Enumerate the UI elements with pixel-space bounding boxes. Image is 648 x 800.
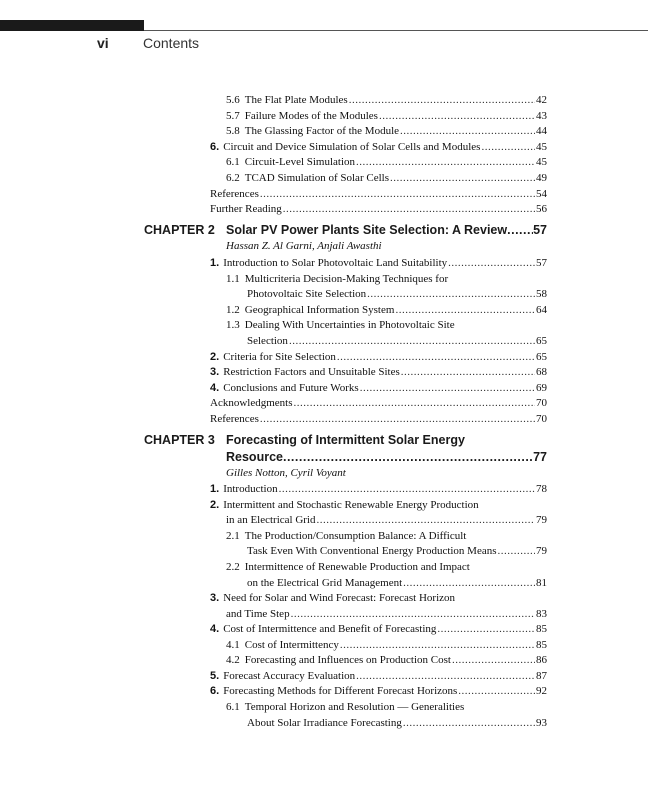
toc-page: 44 bbox=[536, 125, 547, 137]
toc-entry[interactable] bbox=[210, 622, 547, 636]
toc-entry-title: Forecasting and Influences on Production Cost bbox=[244, 654, 451, 666]
toc-section-number: 4.2 bbox=[226, 654, 240, 666]
toc-section-number: 6. bbox=[210, 141, 220, 153]
toc-leader bbox=[367, 287, 535, 301]
toc-page: 58 bbox=[536, 288, 547, 300]
toc-page: 43 bbox=[536, 110, 547, 122]
toc-page: 45 bbox=[536, 141, 547, 153]
toc-entry-title-cont: on the Electrical Grid Management bbox=[247, 577, 403, 589]
toc-entry[interactable] bbox=[210, 350, 547, 364]
toc-page: 78 bbox=[536, 483, 547, 495]
toc-section-number: 4. bbox=[210, 382, 220, 394]
toc-entry-title: References bbox=[210, 188, 259, 200]
chapter-title-text: Solar PV Power Plants Site Selection: A Review bbox=[226, 223, 508, 237]
toc-entry-title: References bbox=[210, 413, 259, 425]
toc-entry[interactable] bbox=[210, 684, 547, 698]
chapter-authors: Gilles Notton, Cyril Voyant bbox=[226, 467, 346, 479]
toc-page: 79 bbox=[536, 514, 547, 526]
chapter-title-line1[interactable] bbox=[226, 433, 547, 447]
toc-page: 57 bbox=[536, 257, 547, 269]
toc-entry[interactable] bbox=[226, 93, 547, 107]
toc-leader bbox=[260, 412, 535, 426]
toc-entry-title: Introduction to Solar Photovoltaic Land Suitability bbox=[223, 257, 448, 269]
toc-section-number: 5.7 bbox=[226, 110, 240, 122]
toc-leader bbox=[507, 223, 533, 237]
toc-page: 85 bbox=[536, 623, 547, 635]
toc-entry-title: Circuit and Device Simulation of Solar Cells and Modules bbox=[223, 141, 481, 153]
toc-leader bbox=[458, 684, 535, 698]
toc-entry-title: Restriction Factors and Unsuitable Sites bbox=[223, 366, 400, 378]
toc-leader bbox=[283, 202, 535, 216]
page-number: vi bbox=[97, 35, 109, 51]
toc-entry[interactable] bbox=[226, 653, 547, 667]
toc-entry-title: Temporal Horizon and Resolution — Generalities bbox=[244, 701, 465, 713]
toc-section-number: 2. bbox=[210, 351, 220, 363]
toc-entry[interactable] bbox=[226, 513, 547, 527]
toc-entry-title-cont: in an Electrical Grid bbox=[226, 514, 316, 526]
chapter-page: 77 bbox=[533, 450, 547, 464]
toc-leader bbox=[293, 396, 535, 410]
toc-entry-first-line[interactable] bbox=[226, 529, 466, 543]
toc-entry-title: Conclusions and Future Works bbox=[223, 382, 359, 394]
toc-page: 68 bbox=[536, 366, 547, 378]
toc-entry-title: Criteria for Site Selection bbox=[223, 351, 336, 363]
toc-leader bbox=[379, 109, 535, 123]
toc-leader bbox=[437, 622, 535, 636]
toc-entry-title: Cost of Intermittency bbox=[244, 639, 339, 651]
toc-leader bbox=[498, 544, 535, 558]
toc-entry-first-line[interactable] bbox=[226, 272, 448, 286]
chapter-title-text-cont: Resource bbox=[226, 450, 283, 464]
chapter-page: 57 bbox=[533, 223, 547, 237]
toc-entry-title-cont: Task Even With Conventional Energy Production Means bbox=[247, 545, 497, 557]
toc-entry-title: Forecasting Methods for Different Forecast Horizons bbox=[223, 685, 458, 697]
toc-leader bbox=[481, 140, 535, 154]
toc-leader bbox=[356, 155, 535, 169]
toc-entry-title: Need for Solar and Wind Forecast: Forecast Horizon bbox=[223, 592, 456, 604]
toc-entry-title-cont: Selection bbox=[247, 335, 288, 347]
toc-leader bbox=[403, 576, 535, 590]
toc-leader bbox=[401, 365, 535, 379]
toc-section-number: 6.1 bbox=[226, 156, 240, 168]
toc-entry-title: The Flat Plate Modules bbox=[244, 94, 348, 106]
toc-section-number: 2.2 bbox=[226, 561, 240, 573]
toc-entry[interactable] bbox=[226, 638, 547, 652]
toc-entry-title: TCAD Simulation of Solar Cells bbox=[244, 172, 389, 184]
toc-page: 93 bbox=[536, 717, 547, 729]
toc-leader bbox=[452, 653, 535, 667]
toc-entry-title: The Glassing Factor of the Module bbox=[244, 125, 400, 137]
toc-page: 54 bbox=[536, 188, 547, 200]
toc-entry-first-line[interactable] bbox=[226, 700, 464, 714]
toc-entry[interactable] bbox=[226, 124, 547, 138]
toc-leader bbox=[291, 607, 535, 621]
chapter-label: CHAPTER 2 bbox=[144, 223, 215, 237]
toc-entry[interactable] bbox=[226, 171, 547, 185]
toc-page: 79 bbox=[536, 545, 547, 557]
toc-leader bbox=[448, 256, 535, 270]
toc-entry-title-cont: and Time Step bbox=[226, 608, 290, 620]
toc-entry-title: Intermittence of Renewable Production and Impact bbox=[244, 561, 470, 573]
chapter-title[interactable] bbox=[226, 450, 547, 464]
toc-entry-title: Forecast Accuracy Evaluation bbox=[223, 670, 356, 682]
toc-section-number: 4.1 bbox=[226, 639, 240, 651]
toc-page: 65 bbox=[536, 335, 547, 347]
toc-leader bbox=[349, 93, 535, 107]
toc-entry[interactable] bbox=[210, 412, 547, 426]
toc-page: 56 bbox=[536, 203, 547, 215]
toc-entry[interactable] bbox=[210, 256, 547, 270]
toc-page: 86 bbox=[536, 654, 547, 666]
toc-page: 92 bbox=[536, 685, 547, 697]
toc-entry[interactable] bbox=[247, 334, 547, 348]
toc-entry-title: Geographical Information System bbox=[244, 304, 395, 316]
running-title: Contents bbox=[143, 35, 200, 51]
toc-leader bbox=[289, 334, 535, 348]
toc-leader bbox=[395, 303, 535, 317]
chapter-authors: Hassan Z. Al Garni, Anjali Awasthi bbox=[226, 240, 382, 252]
toc-entry-title: Dealing With Uncertainties in Photovoltaic Site bbox=[244, 319, 455, 331]
toc-leader bbox=[337, 350, 535, 364]
toc-page: 65 bbox=[536, 351, 547, 363]
toc-page: 49 bbox=[536, 172, 547, 184]
toc-page: 85 bbox=[536, 639, 547, 651]
toc-entry-title: Acknowledgments bbox=[210, 397, 293, 409]
toc-leader bbox=[260, 187, 535, 201]
toc-page: 70 bbox=[536, 413, 547, 425]
toc-entry[interactable] bbox=[226, 303, 547, 317]
toc-section-number: 2.1 bbox=[226, 530, 240, 542]
toc-page: 64 bbox=[536, 304, 547, 316]
toc-page: 45 bbox=[536, 156, 547, 168]
toc-entry-first-line[interactable] bbox=[226, 560, 470, 574]
toc-entry-title: Multicriteria Decision-Making Techniques for bbox=[244, 273, 449, 285]
toc-entry[interactable] bbox=[247, 716, 547, 730]
toc-leader bbox=[360, 381, 535, 395]
toc-entry[interactable] bbox=[210, 140, 547, 154]
toc-leader bbox=[403, 716, 535, 730]
toc-entry-title: Failure Modes of the Modules bbox=[244, 110, 378, 122]
toc-section-number: 6.1 bbox=[226, 701, 240, 713]
chapter-title-text: Forecasting of Intermittent Solar Energy bbox=[226, 433, 465, 447]
toc-section-number: 3. bbox=[210, 366, 220, 378]
chapter-label: CHAPTER 3 bbox=[144, 433, 215, 447]
toc-entry-title-cont: Photovoltaic Site Selection bbox=[247, 288, 367, 300]
toc-entry[interactable] bbox=[210, 381, 547, 395]
toc-section-number: 1. bbox=[210, 483, 220, 495]
toc-section-number: 6.2 bbox=[226, 172, 240, 184]
toc-page: 42 bbox=[536, 94, 547, 106]
toc-entry[interactable] bbox=[247, 576, 547, 590]
toc-entry-title: Further Reading bbox=[210, 203, 282, 215]
toc-entry-first-line[interactable] bbox=[226, 318, 455, 332]
toc-section-number: 1. bbox=[210, 257, 220, 269]
toc-page: 83 bbox=[536, 608, 547, 620]
header-rule bbox=[144, 30, 648, 31]
toc-entry[interactable] bbox=[247, 287, 547, 301]
toc-entry-title: Circuit-Level Simulation bbox=[244, 156, 356, 168]
toc-leader bbox=[340, 638, 535, 652]
toc-section-number: 3. bbox=[210, 592, 220, 604]
toc-section-number: 5.6 bbox=[226, 94, 240, 106]
toc-entry[interactable] bbox=[226, 109, 547, 123]
toc-entry[interactable] bbox=[226, 607, 547, 621]
toc-leader bbox=[279, 482, 535, 496]
toc-entry-title: Cost of Intermittence and Benefit of Forecasting bbox=[223, 623, 437, 635]
toc-entry[interactable] bbox=[247, 544, 547, 558]
toc-leader bbox=[317, 513, 536, 527]
toc-section-number: 2. bbox=[210, 499, 220, 511]
toc-leader bbox=[390, 171, 535, 185]
toc-entry[interactable] bbox=[210, 365, 547, 379]
toc-entry-title: Introduction bbox=[223, 483, 278, 495]
toc-section-number: 1.3 bbox=[226, 319, 240, 331]
toc-section-number: 1.1 bbox=[226, 273, 240, 285]
toc-entry[interactable] bbox=[210, 396, 547, 410]
toc-entry-title: Intermittent and Stochastic Renewable Energy Production bbox=[223, 499, 479, 511]
toc-section-number: 5. bbox=[210, 670, 220, 682]
toc-entry-first-line[interactable] bbox=[210, 498, 479, 512]
toc-section-number: 6. bbox=[210, 685, 220, 697]
toc-page: 70 bbox=[536, 397, 547, 409]
toc-section-number: 4. bbox=[210, 623, 220, 635]
toc-entry[interactable] bbox=[210, 187, 547, 201]
toc-leader bbox=[400, 124, 535, 138]
toc-page: 81 bbox=[536, 577, 547, 589]
toc-page: 69 bbox=[536, 382, 547, 394]
toc-entry[interactable] bbox=[226, 155, 547, 169]
toc-entry[interactable] bbox=[210, 482, 547, 496]
toc-entry[interactable] bbox=[210, 202, 547, 216]
toc-leader bbox=[283, 450, 533, 464]
toc-section-number: 1.2 bbox=[226, 304, 240, 316]
toc-page: 87 bbox=[536, 670, 547, 682]
toc-entry-first-line[interactable] bbox=[210, 591, 455, 605]
toc-entry[interactable] bbox=[210, 669, 547, 683]
toc-section-number: 5.8 bbox=[226, 125, 240, 137]
toc-entry-title: The Production/Consumption Balance: A Difficult bbox=[244, 530, 467, 542]
header-bar bbox=[0, 20, 144, 31]
toc-entry-title-cont: About Solar Irradiance Forecasting bbox=[247, 717, 402, 729]
chapter-title[interactable] bbox=[226, 223, 547, 237]
toc-leader bbox=[356, 669, 535, 683]
